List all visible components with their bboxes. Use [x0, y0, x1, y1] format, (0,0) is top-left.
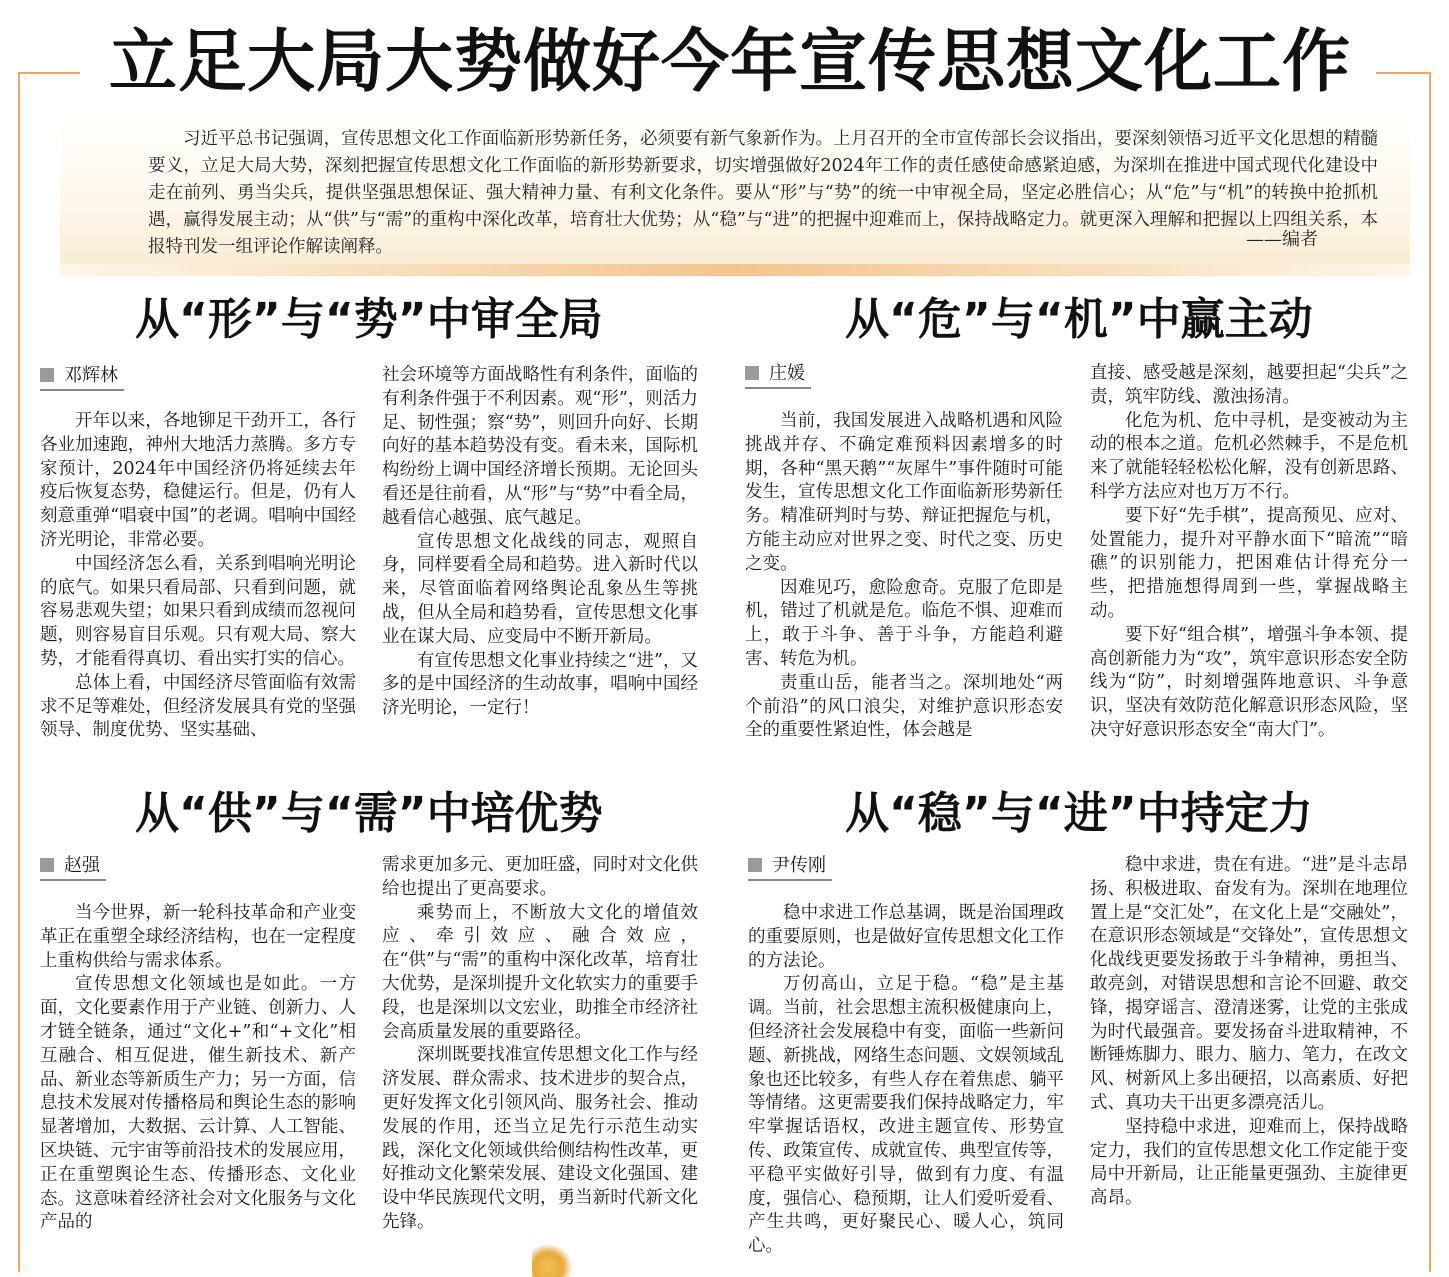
paragraph: 当前，我国发展进入战略机遇和风险挑战并存、不确定难预料因素增多的时期，各种“黑天鹅”“灰犀牛”事件随时可能发生，宣传思想文化工作面临新形势新任务。精准研判时与势、辩证把握危与机，方能主动应对世界之变、时代之变、历史之变。: [745, 411, 1063, 574]
article-column-1: [40, 902, 356, 1235]
author-byline: [745, 361, 811, 389]
paragraph: 深圳既要找准宣传思想文化工作与经济发展、群众需求、技术进步的契合点，更好发挥文化引领风尚、服务社会、推动发展的作用，还当立足先行示范生动实践，深化文化领域供给侧结构性改革，更好推动文化繁荣发展、建设文化强国、建设中华民族现代文明，勇当新时代新文化先锋。: [382, 1045, 698, 1232]
paragraph: 社会环境等方面战略性有利条件，面临的有利条件强于不利因素。观“形”，则活力足、韧性强；察“势”，则回升向好、长期向好的基本趋势没有变。看未来，国际机构纷纷上调中国经济增长预期。无论回头看还是往前看，从“形”与“势”中看全局，越看信心越强、底气越足。: [382, 365, 698, 528]
article-column-1: [40, 410, 356, 743]
editor-sign: ——编者: [1246, 229, 1318, 250]
byline-square-icon: [40, 858, 54, 872]
editor-note-text: 习近平总书记强调，宣传思想文化工作面临新形势新任务，必须要有新气象新作为。上月召开的全市宣传部长会议指出，要深刻领悟习近平文化思想的精髓要义，立足大局大势，深刻把握宣传思想文化工作面临的新形势新要求，切实增强做好2024年工作的责任感使命感紧迫感，为深圳在推进中国式现代化建设中走在前列、勇当尖兵，提供坚强思想保证、强大精神力量、有利文化条件。要从“形”与“势”的统一中审视全局，坚定必胜信心；从“危”与“机”的转换中抢抓机遇，赢得发展主动；从“供”与“需”的重构中深化改革，培育壮大优势；从“稳”与“进”的把握中迎难而上，保持战略定力。就更深入理解和把握以上四组关系，本报特刊发一组评论作解读阐释。: [148, 129, 1378, 257]
paragraph: 要下好“组合棋”，增强斗争本领、提高创新能力为“攻”，筑牢意识形态安全防线为“防”，时刻增强阵地意识、斗争意识，坚决有效防范化解意识形态风险，坚决守好意识形态安全“南大门”。: [1090, 624, 1408, 740]
author-name: 邓辉林: [64, 365, 118, 386]
paragraph: 要下好“先手棋”，提高预见、应对、处置能力，提升对平静水面下“暗流”“暗礁”的识别能力，把困难估计得充分一些，把措施想得周到一些，掌握战略主动。: [1090, 505, 1408, 621]
frame-left: [18, 72, 20, 1272]
paragraph: 有宣传思想文化事业持续之“进”，又多的是中国经济的生动故事，唱响中国经济光明论，一定行！: [382, 650, 698, 719]
paragraph: 开年以来，各地铆足干劲开工，各行各业加速跑，神州大地活力蒸腾。多方专家预计，2024年中国经济仍将延续去年疫后恢复态势，稳健运行。但是，仍有人刻意重弹“唱衰中国”的老调。唱响中国经济光明论，非常必要。: [40, 411, 356, 550]
paragraph: 宣传思想文化领域也是如此。一方面，文化要素作用于产业链、创新力、人才链全链条，通过“文化+”和“+文化”相互融合、相互促进，催生新技术、新产品、新业态等新质生产力；另一方面，信息技术发展对传播格局和舆论生态的影响显著增加，大数据、云计算、人工智能、区块链、元宇宙等前沿技术的发展应用，正在重塑舆论生态、传播形态、文化业态。这意味着经济社会对文化服务与文化产品的: [40, 974, 356, 1233]
article-column-1: [745, 410, 1063, 743]
article-column-2: [382, 854, 698, 1235]
author-byline: [40, 853, 106, 881]
article-title: 从“供”与“需”中培优势: [135, 788, 603, 839]
paragraph: 当今世界，新一轮科技革命和产业变革正在重塑全球经济结构，也在一定程度上重构供给与需求体系。: [40, 903, 356, 971]
author-byline: [40, 363, 124, 391]
author-name: 赵强: [64, 855, 100, 876]
article-column-2: [1090, 854, 1408, 1211]
byline-square-icon: [745, 366, 759, 380]
article-column-2: [1090, 362, 1408, 743]
author-name: 尹传刚: [772, 855, 826, 876]
paragraph: 稳中求进工作总基调，既是治国理政的重要原则，也是做好宣传思想文化工作的方法论。: [748, 903, 1064, 971]
page-title: 立足大局大势做好今年宣传思想文化工作: [108, 23, 1351, 102]
article-title: 从“稳”与“进”中持定力: [845, 788, 1313, 839]
paragraph: 因难见巧，愈险愈奇。克服了危即是机，错过了机就是危。临危不惧、迎难而上，敢于斗争、善于斗争，方能趋利避害、转危为机。: [745, 577, 1063, 669]
paragraph: 稳中求进，贵在有进。“进”是斗志昂扬、积极进取、奋发有为。深圳在地理位置上是“交汇处”，在文化上是“交融处”，在意识形态领域是“交锋处”，宣传思想文化战线更要发扬敢于斗争精神，勇担当、敢亮剑，对错误思想和言论不回避、敢交锋，揭穿谣言、澄清迷雾，让党的主张成为时代最强音。要发扬奋斗进取精神，不断锤炼脚力、眼力、脑力、笔力，在改文风、树新风上多出硬招，以高素质、好把式、真功夫干出更多漂亮活儿。: [1090, 855, 1408, 1113]
paragraph: 中国经济怎么看，关系到唱响光明论的底气。如果只看局部、只看到问题，就容易悲观失望；如果只看到成绩而忽视问题，则容易盲目乐观。只有观大局、察大势，才能看得真切、看出实打实的信心。: [40, 553, 356, 669]
byline-square-icon: [40, 368, 54, 382]
article-title: 从“形”与“势”中审全局: [135, 294, 603, 345]
author-byline: [748, 853, 832, 881]
frame-top-right: [1376, 72, 1431, 74]
paragraph: 乘势而上，不断放大文化的增值效应、牵引效应、融合效应，在“供”与“需”的重构中深化改革，培育壮大优势，是深圳提升文化软实力的重要手段，也是深圳以文宏业，助推全市经济社会高质量发展的重要路径。: [382, 902, 698, 1042]
article-column-1: [748, 902, 1064, 1259]
paragraph: 总体上看，中国经济尽管面临有效需求不足等难处，但经济发展具有党的坚强领导、制度优势、坚实基础、: [40, 672, 356, 741]
frame-top-left: [18, 72, 80, 74]
byline-square-icon: [748, 858, 762, 872]
frame-right: [1429, 72, 1431, 1272]
article-column-2: [382, 364, 698, 721]
editor-note: [60, 118, 1410, 276]
paragraph: 化危为机、危中寻机，是变被动为主动的根本之道。危机必然棘手，不是危机来了就能轻轻松松化解，没有创新思路、科学方法应对也万万不行。: [1090, 410, 1408, 502]
paragraph: 需求更加多元、更加旺盛，同时对文化供给也提出了更高要求。: [382, 855, 698, 899]
author-name: 庄媛: [769, 363, 805, 384]
paragraph: 直接、感受越是深刻，越要担起“尖兵”之责，筑牢防线、激浊扬清。: [1090, 363, 1408, 407]
editor-note-underline: [60, 264, 1410, 276]
paragraph: 责重山岳，能者当之。深圳地处“两个前沿”的风口浪尖，对维护意识形态安全的重要性紧迫性，体会越是: [745, 672, 1063, 741]
paragraph: 宣传思想文化战线的同志，观照自身，同样要看全局和趋势。进入新时代以来，尽管面临着网络舆论乱象丛生等挑战，但从全局和趋势看，宣传思想文化事业在谋大局、应变局中不断开新局。: [382, 531, 698, 647]
article-title: 从“危”与“机”中赢主动: [845, 294, 1313, 345]
paragraph: 万仞高山，立足于稳。“稳”是主基调。当前，社会思想主流积极健康向上，但经济社会发展稳中有变，面临一些新问题、新挑战，网络生态问题、文娱领域乱象也还比较多，有些人存在着焦虑、躺平等情绪。这更需要我们保持战略定力，牢牢掌握话语权，改进主题宣传、形势宣传、政策宣传、成就宣传、典型宣传等，平稳平实做好引导，做到有力度、有温度，强信心、稳预期，让人们爱听爱看、产生共鸣，更好聚民心、暖人心，筑同心。: [748, 974, 1064, 1257]
decorative-ornament: [532, 1244, 572, 1277]
paragraph: 坚持稳中求进，迎难而上，保持战略定力，我们的宣传思想文化工作定能于变局中开新局，让正能量更强劲、主旋律更高昂。: [1090, 1116, 1408, 1209]
